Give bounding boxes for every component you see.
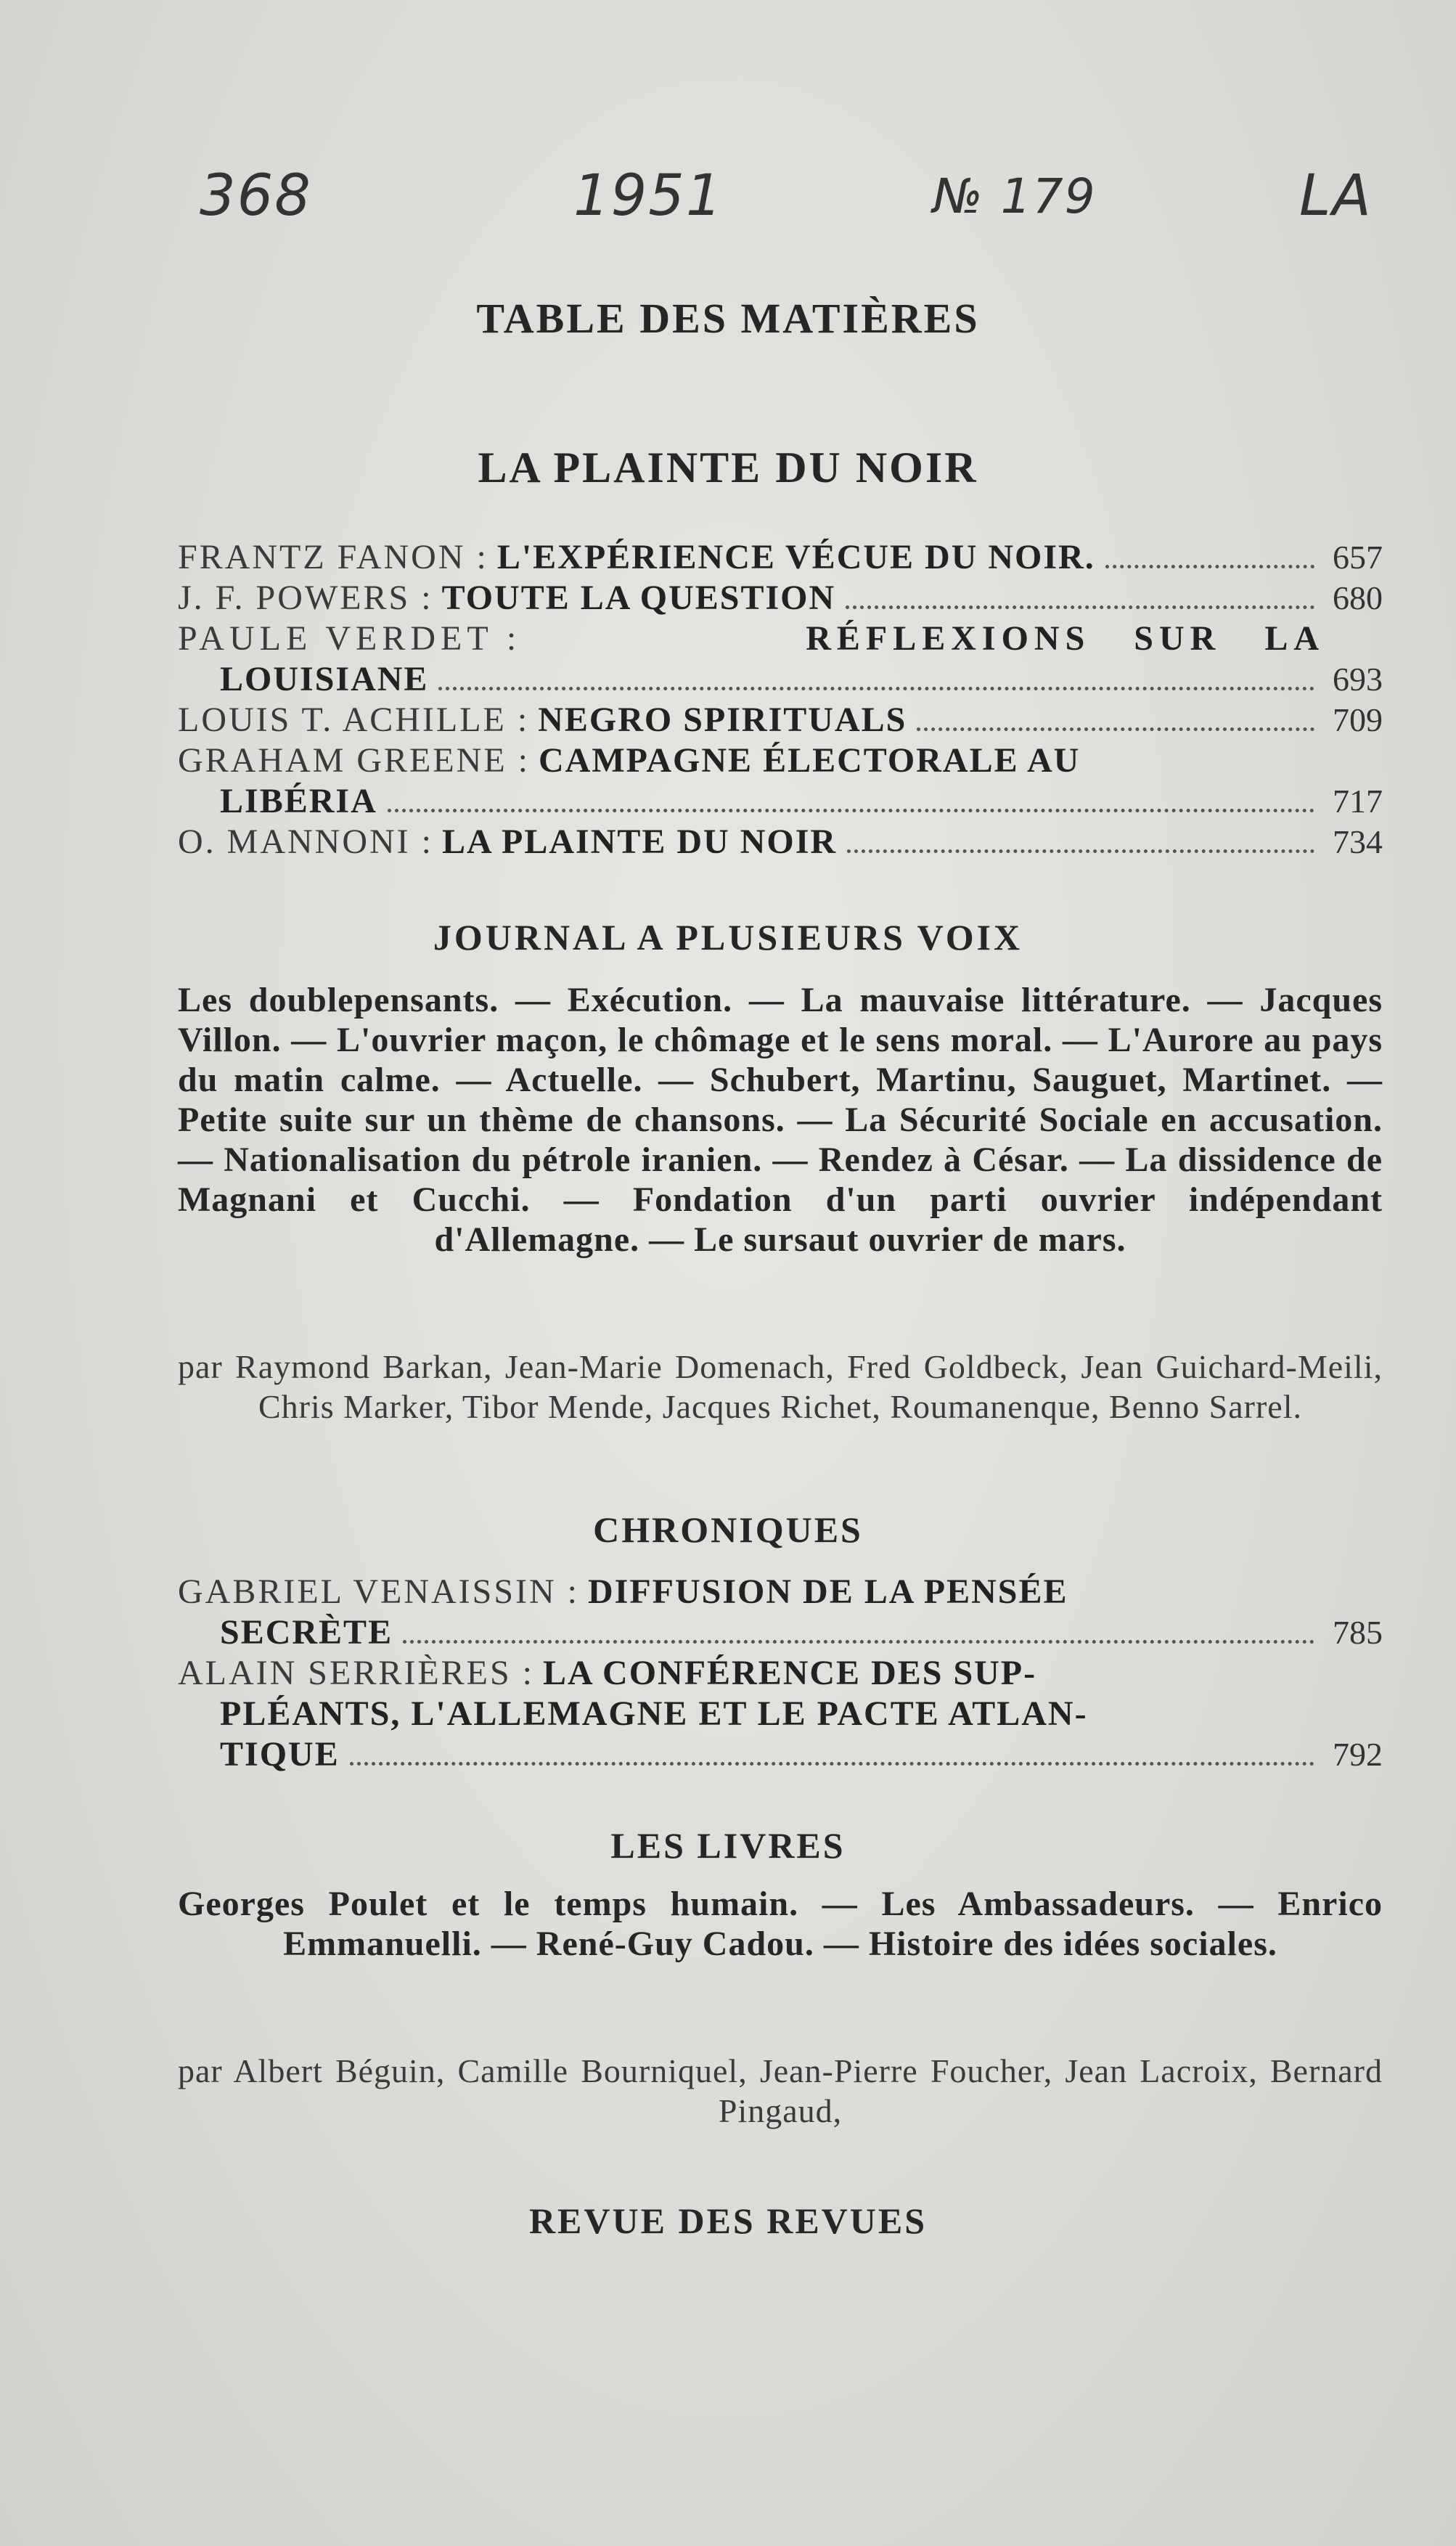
toc-entry[interactable]	[178, 700, 1383, 740]
section-heading-plainte: LA PLAINTE DU NOIR	[478, 444, 978, 491]
entry-title: DIFFUSION DE LA PENSÉE	[588, 1572, 1068, 1611]
dot-leader	[917, 727, 1314, 731]
toc-plainte	[178, 537, 1383, 862]
entry-author: PAULE VERDET :	[178, 619, 522, 658]
entry-title: LA PLAINTE DU NOIR	[441, 823, 838, 861]
entry-title: RÉFLEXIONS SUR LA	[806, 619, 1325, 658]
journal-contributors: par Raymond Barkan, Jean-Marie Domenach, Fred Goldbeck, Jean Guichard-Meili, Chris Marker, Tibor Mende, Jacques Richet, Roumanenque, Benno Sarrel.	[178, 1348, 1383, 1425]
dot-leader	[403, 1640, 1314, 1644]
handwritten-note: № 179	[933, 168, 1097, 224]
entry-page: 792	[1333, 1736, 1383, 1773]
section-heading-revue: REVUE DES REVUES	[528, 2200, 928, 2241]
page-title: TABLE DES MATIÈRES	[476, 295, 980, 342]
toc-entry[interactable]	[178, 822, 1383, 862]
entry-author: FRANTZ FANON :	[178, 538, 488, 576]
toc-entry[interactable]	[178, 1653, 1383, 1775]
entry-page: 717	[1333, 783, 1383, 820]
entry-page: 785	[1333, 1614, 1383, 1651]
entry-title: CAMPAGNE ÉLECTORALE AU	[539, 741, 1081, 780]
entry-page: 680	[1333, 579, 1383, 616]
section-heading-journal: JOURNAL A PLUSIEURS VOIX	[433, 917, 1023, 958]
entry-title: NEGRO SPIRITUALS	[538, 701, 907, 739]
toc-entry[interactable]	[178, 578, 1383, 619]
entry-title-continued: PLÉANTS, L'ALLEMAGNE ET LE PACTE ATLAN-	[220, 1694, 1088, 1733]
livres-contents: Georges Poulet et le temps humain. — Les Ambassadeurs. — Enrico Emmanuelli. — René-Guy Cadou. — Histoire des idées sociales.	[178, 1885, 1383, 1963]
entry-page: 709	[1333, 701, 1383, 738]
dot-leader	[350, 1762, 1314, 1766]
entry-title-continued: LOUISIANE	[220, 660, 429, 698]
entry-author: LOUIS T. ACHILLE :	[178, 701, 530, 739]
dot-leader	[438, 687, 1314, 690]
entry-title: TOUTE LA QUESTION	[441, 579, 836, 617]
dot-leader	[1105, 565, 1314, 568]
dot-leader	[847, 849, 1314, 853]
dot-leader	[388, 809, 1314, 812]
handwritten-note: LA	[1299, 163, 1373, 229]
dot-leader	[846, 605, 1314, 609]
toc-entry[interactable]	[178, 1572, 1383, 1653]
entry-page: 734	[1333, 823, 1383, 860]
section-heading-chroniques: CHRONIQUES	[593, 1509, 863, 1550]
entry-author: GRAHAM GREENE :	[178, 741, 530, 780]
entry-title-continued: TIQUE	[220, 1735, 340, 1774]
entry-page: 693	[1333, 661, 1383, 698]
handwritten-note: 368	[200, 163, 312, 229]
journal-contents: Les doublepensants. — Exécution. — La mauvaise littérature. — Jacques Villon. — L'ouvrier maçon, le chômage et le sens moral. — L'Aurore au pays du matin calme. — Actuelle. — Schubert, Martinu, Sauguet, Martinet. — Petite suite sur un thème de chansons. — La Sécurité Sociale en accusation. — Nationalisation du pétrole iranien. — Rendez à César. — La dissidence de Magnani et Cucchi. — Fondation d'un parti ouvrier indépendant d'Allemagne. — Le sursaut ouvrier de mars.	[178, 981, 1383, 1259]
entry-title-continued: LIBÉRIA	[220, 782, 377, 820]
entry-page: 657	[1333, 539, 1383, 576]
entry-title-continued: SECRÈTE	[220, 1613, 393, 1652]
entry-author: J. F. POWERS :	[178, 579, 433, 617]
entry-author: O. MANNONI :	[178, 823, 433, 861]
toc-chroniques	[178, 1572, 1383, 1775]
entry-title: L'EXPÉRIENCE VÉCUE DU NOIR.	[496, 538, 1095, 576]
handwritten-note: 1951	[573, 163, 724, 229]
livres-contributors: par Albert Béguin, Camille Bourniquel, Jean-Pierre Foucher, Jean Lacroix, Bernard Pingaud,	[178, 2052, 1383, 2129]
entry-title: LA CONFÉRENCE DES SUP-	[543, 1654, 1037, 1692]
toc-entry[interactable]	[178, 740, 1383, 822]
toc-entry[interactable]	[178, 619, 1383, 700]
entry-author: ALAIN SERRIÈRES :	[178, 1654, 535, 1692]
toc-entry[interactable]	[178, 537, 1383, 578]
entry-author: GABRIEL VENAISSIN :	[178, 1572, 580, 1611]
section-heading-livres: LES LIVRES	[610, 1825, 846, 1866]
